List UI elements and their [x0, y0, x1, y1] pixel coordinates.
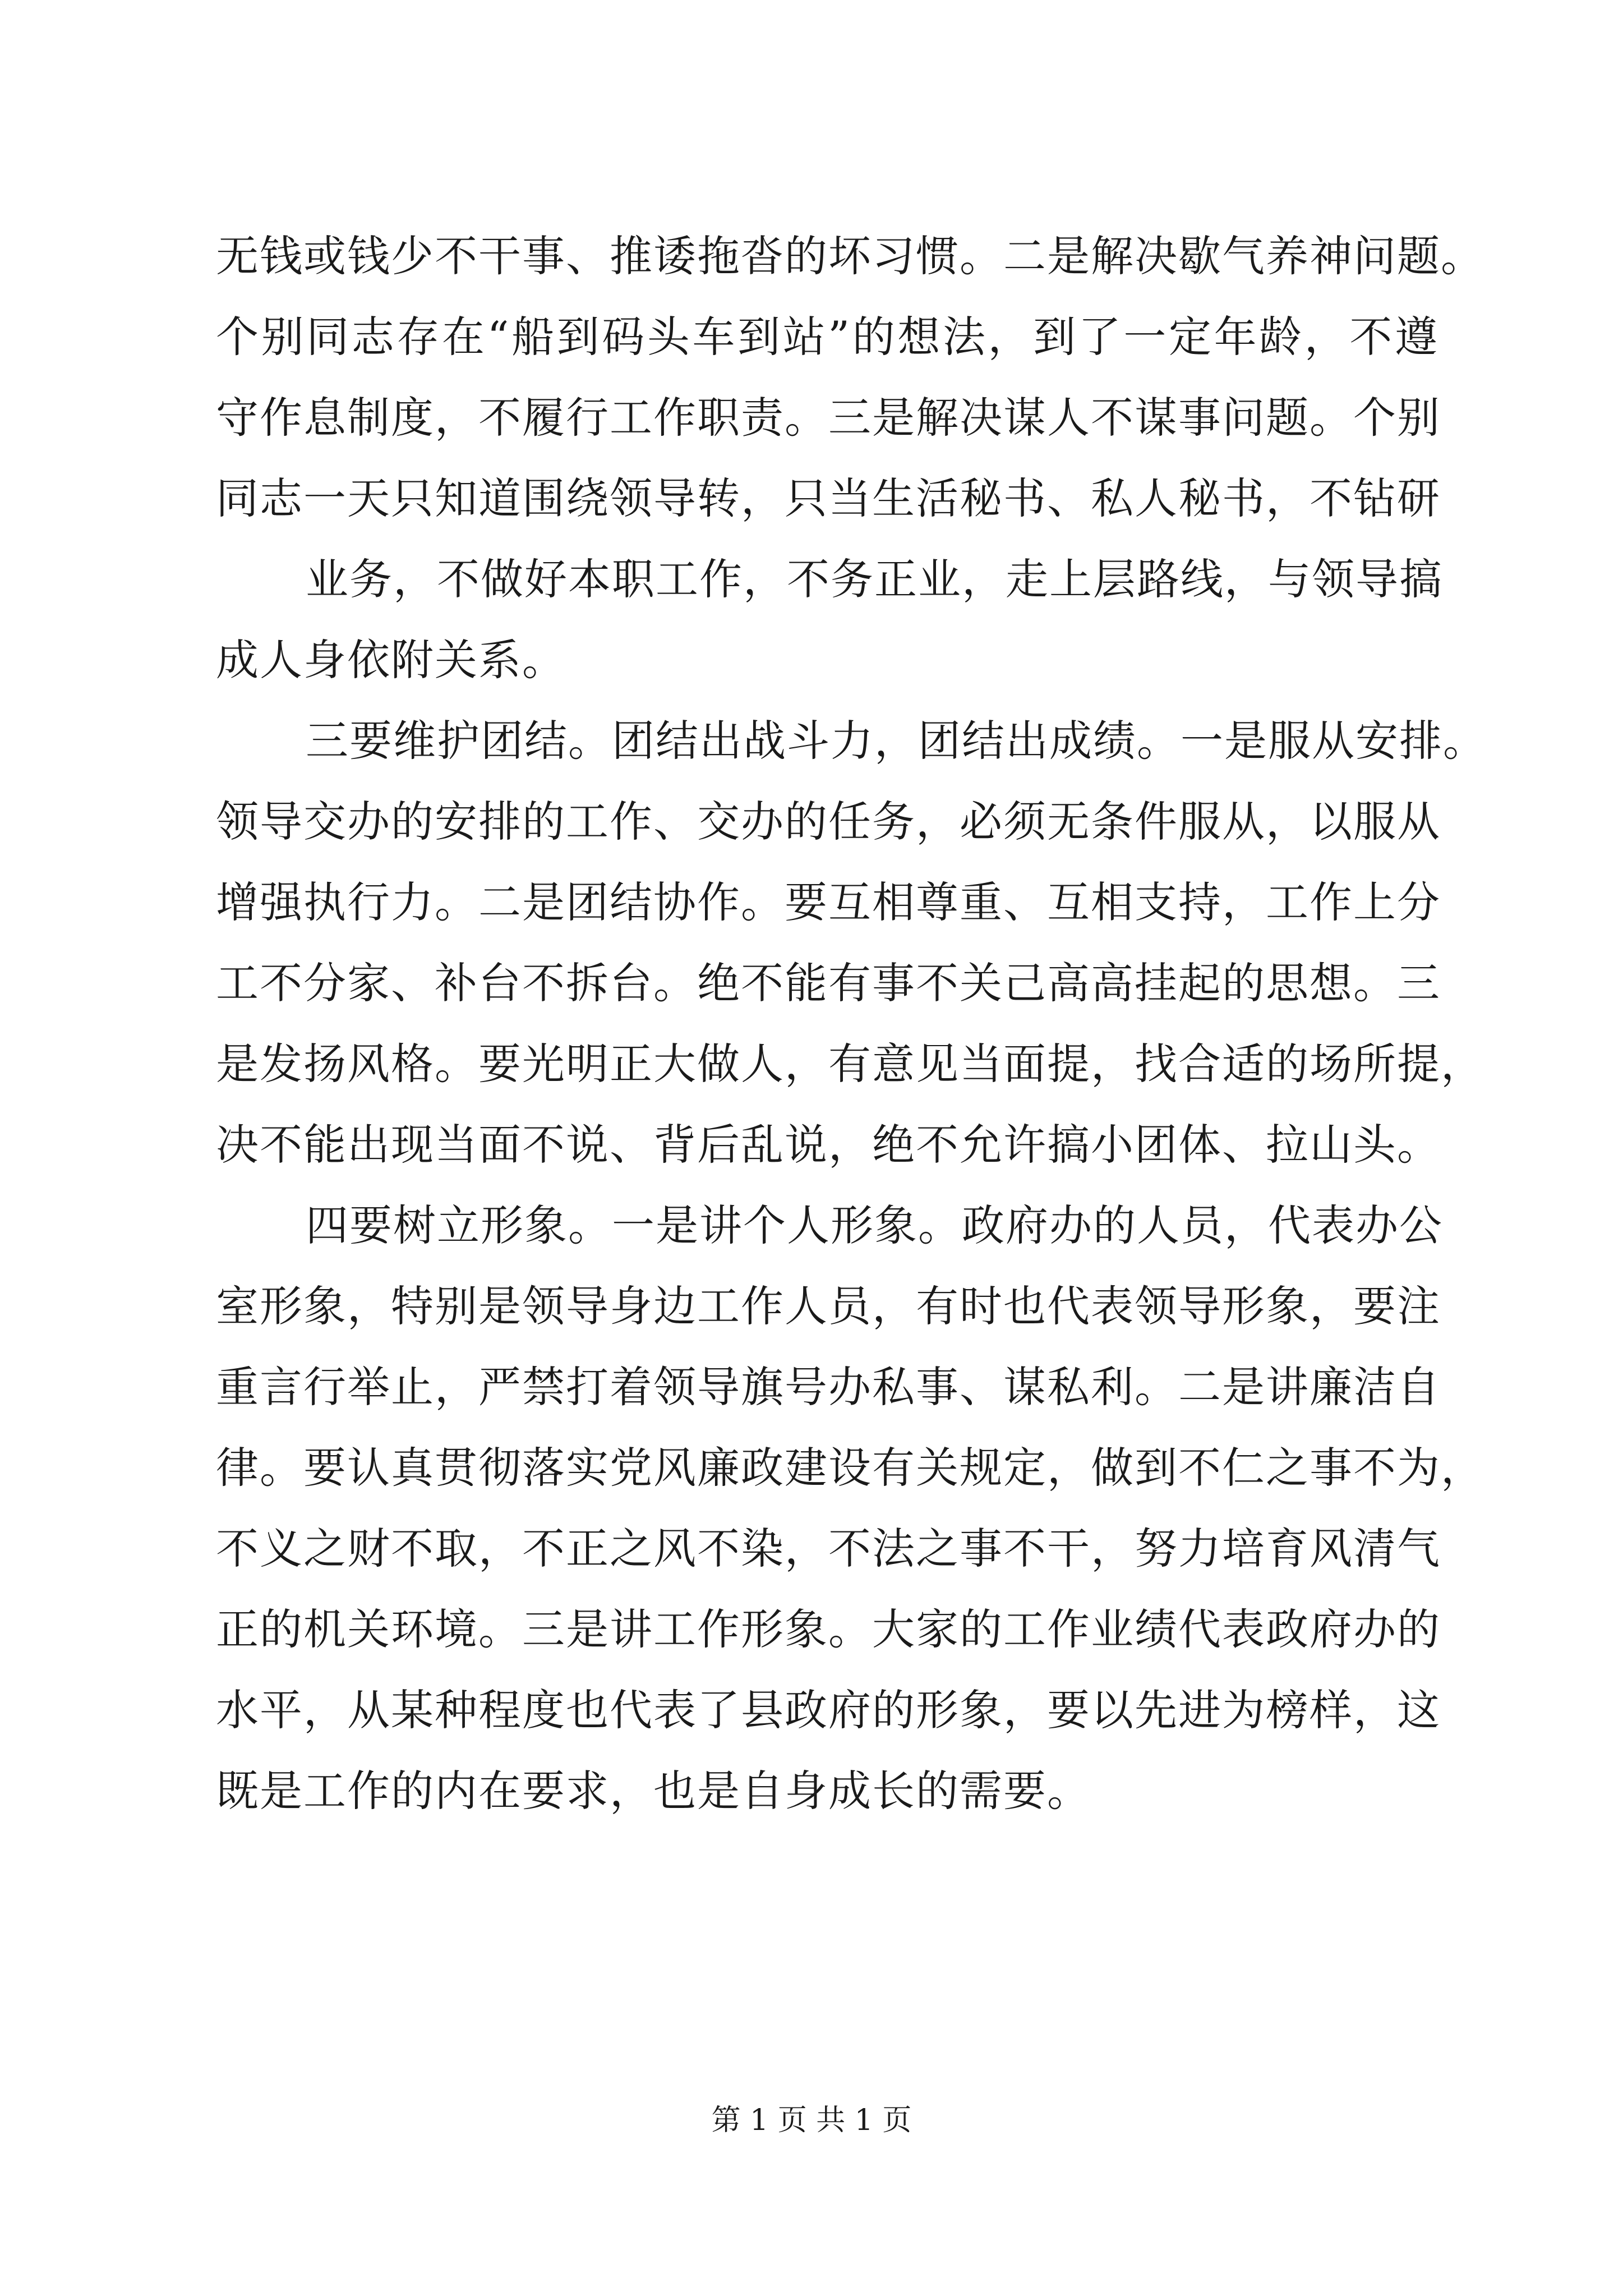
text-line: 四要树立形象。一是讲个人形象。政府办的人员，代表办公 — [306, 1200, 1443, 1250]
text-line: 决不能出现当面不说、背后乱说，绝不允许搞小团体、拉山头。 — [216, 1120, 1441, 1170]
text-line: 无钱或钱少不干事、推诿拖沓的坏习惯。二是解决歇气养神问题。 — [216, 231, 1484, 281]
text-line: 既是工作的内在要求，也是自身成长的需要。 — [216, 1766, 1091, 1816]
page-number-footer: 第 1 页 共 1 页 — [711, 2104, 912, 2137]
text-line: 室形象，特别是领导身边工作人员，有时也代表领导形象，要注 — [216, 1281, 1441, 1331]
text-line: 是发扬风格。要光明正大做人，有意见当面提，找合适的场所提， — [216, 1039, 1484, 1089]
text-line: 工不分家、补台不拆台。绝不能有事不关己高高挂起的思想。三 — [216, 958, 1441, 1008]
text-line: 水平，从某种程度也代表了县政府的形象，要以先进为榜样，这 — [216, 1685, 1441, 1735]
text-line: 律。要认真贯彻落实党风廉政建设有关规定，做到不仁之事不为， — [216, 1443, 1484, 1493]
text-line: 领导交办的安排的工作、交办的任务，必须无条件服从，以服从 — [216, 797, 1441, 846]
text-line: 个别同志存在“船到码头车到站”的想法，到了一定年龄，不遵 — [216, 312, 1438, 362]
text-line: 同志一天只知道围绕领导转，只当生活秘书、私人秘书，不钻研 — [216, 473, 1441, 523]
text-line: 成人身依附关系。 — [216, 635, 566, 685]
text-line: 增强执行力。二是团结协作。要互相尊重、互相支持，工作上分 — [216, 877, 1441, 927]
document-body — [216, 216, 1487, 1832]
text-line: 重言行举止，严禁打着领导旗号办私事、谋私利。二是讲廉洁自 — [216, 1362, 1441, 1412]
text-line: 业务，不做好本职工作，不务正业，走上层路线，与领导搞 — [306, 554, 1443, 604]
text-line: 正的机关环境。三是讲工作形象。大家的工作业绩代表政府办的 — [216, 1604, 1441, 1654]
text-line: 守作息制度，不履行工作职责。三是解决谋人不谋事问题。个别 — [216, 393, 1441, 443]
text-line: 三要维护团结。团结出战斗力，团结出成绩。一是服从安排。 — [306, 716, 1487, 766]
text-line: 不义之财不取，不正之风不染，不法之事不干，努力培育风清气 — [216, 1524, 1441, 1573]
